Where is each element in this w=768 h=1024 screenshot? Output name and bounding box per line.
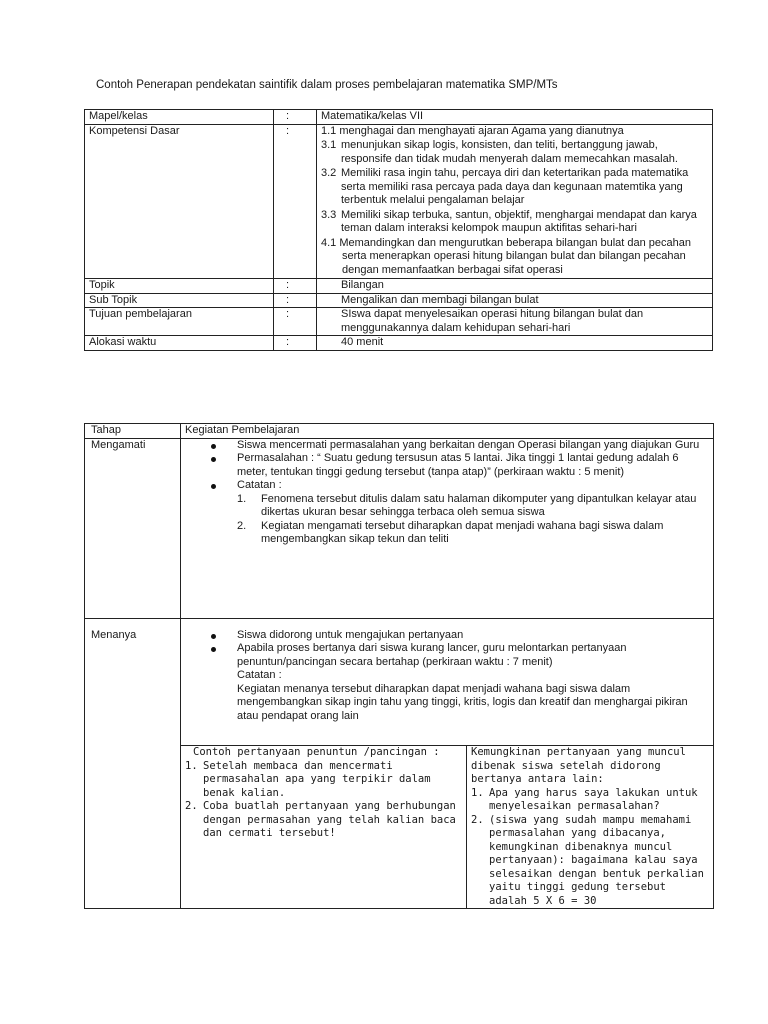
document-title: Contoh Penerapan pendekatan saintifik dalam proses pembelajaran matematika SMP/MTs bbox=[96, 79, 558, 91]
example-questions-head: Contoh pertanyaan penuntun /pancingan : bbox=[193, 746, 440, 758]
catatan-label: Catatan : bbox=[237, 669, 282, 681]
table-row bbox=[85, 424, 714, 439]
menanya-content bbox=[181, 618, 714, 909]
list-item: 1. Fenomena tersebut ditulis dalam satu halaman dikomputer yang dipantulkan kelayar atau dikertas ukuran besar sehingga terbaca oleh semua siswa bbox=[237, 492, 697, 518]
list-item: 1. Apa yang harus saya lakukan untuk menyelesaikan permasalahan? bbox=[471, 786, 698, 812]
list-item: 3.1 menunjukan sikap logis, konsisten, dan teliti, bertanggung jawab, responsife dan tidak mudah menyerah dalam memecahkan masalah. bbox=[321, 139, 678, 165]
menanya-label: Menanya bbox=[85, 618, 181, 909]
list-item: 1. Setelah membaca dan mencermati permasahalan apa yang terpikir dalam benak kalian. bbox=[185, 759, 431, 799]
colon: : bbox=[274, 308, 317, 336]
list-item: 2. Coba buatlah pertanyaan yang berhubungan dengan permasahan yang telah kalian baca dan cermati tersebut! bbox=[185, 800, 456, 839]
mengamati-content bbox=[181, 438, 714, 618]
mengamati-label: Mengamati bbox=[85, 438, 181, 618]
mapel-label: Mapel/kelas bbox=[85, 110, 274, 125]
table-row bbox=[85, 438, 714, 618]
tujuan-value: SIswa dapat menyelesaikan operasi hitung bilangan bulat dan menggunakannya dalam kehidupan sehari-hari bbox=[317, 308, 713, 336]
head-tahap: Tahap bbox=[85, 424, 181, 439]
list-item: 3.2 Memiliki rasa ingin tahu, percaya diri dan ketertarikan pada matematika serta memiliki rasa percaya pada daya dan kegunaan matemtika yang terbentuk melalui pengalaman belajar bbox=[321, 167, 689, 206]
list-item: Catatan : bbox=[185, 479, 709, 493]
colon: : bbox=[274, 110, 317, 125]
example-questions bbox=[181, 746, 467, 909]
colon: : bbox=[274, 279, 317, 294]
table-row bbox=[85, 110, 713, 125]
alokasi-label: Alokasi waktu bbox=[85, 336, 274, 351]
mapel-value: Matematika/kelas VII bbox=[317, 110, 713, 125]
bullet-icon bbox=[211, 647, 216, 652]
kd-list bbox=[317, 124, 713, 279]
list-item: Siswa mencermati permasalahan yang berkaitan dengan Operasi bilangan yang diajukan Guru bbox=[185, 439, 709, 453]
possible-questions-head: Kemungkinan pertanyaan yang muncul dibenak siswa setelah didorong bertanya antara lain: bbox=[471, 746, 686, 785]
tujuan-label: Tujuan pembelajaran bbox=[85, 308, 274, 336]
list-item: Apabila proses bertanya dari siswa kurang lancer, guru melontarkan pertanyaan penuntun/pancingan secara bertahap (perkiraan waktu : 7 menit) bbox=[185, 642, 709, 669]
subtopik-label: Sub Topik bbox=[85, 293, 274, 308]
kd-label: Kompetensi Dasar bbox=[85, 124, 274, 279]
info-table bbox=[84, 109, 713, 351]
subtopik-value: Mengalikan dan membagi bilangan bulat bbox=[317, 293, 713, 308]
list-item: Permasalahan : “ Suatu gedung tersusun atas 5 lantai. Jika tinggi 1 lantai gedung adalah 6 meter, tentukan tinggi gedung tersebut (tanpa atap)” (perkiraan waktu : 5 menit) bbox=[185, 452, 709, 479]
bullet-icon bbox=[211, 634, 216, 639]
table-row bbox=[85, 308, 713, 336]
possible-questions bbox=[467, 746, 714, 909]
catatan-text: Kegiatan menanya tersebut diharapkan dapat menjadi wahana bagi siswa dalam mengembangkan sikap ingin tahu yang tinggi, kritis, logis dan kreatif dan menghargai pikiran atau pendapat orang lain bbox=[237, 682, 688, 722]
table-row bbox=[181, 746, 713, 909]
colon: : bbox=[274, 124, 317, 279]
alokasi-value: 40 menit bbox=[317, 336, 713, 351]
colon: : bbox=[274, 293, 317, 308]
activity-table bbox=[84, 423, 714, 909]
bullet-icon bbox=[211, 444, 216, 449]
bullet-icon bbox=[211, 457, 216, 462]
table-row bbox=[85, 293, 713, 308]
list-item: 2. (siswa yang sudah mampu memahami permasalahan yang dibacanya, kemungkinan dibenaknya muncul pertanyaan): bagaimana kalau saya selesaikan dengan bentuk perkalian yaitu tinggi gedung tersebut adalah 5 X 6 = 30 bbox=[471, 813, 704, 907]
colon: : bbox=[274, 336, 317, 351]
table-row bbox=[85, 279, 713, 294]
list-item: 3.3 Memiliki sikap terbuka, santun, objektif, menghargai mendapat dan karya teman dalam interaksi kelompok maupun aktifitas sehari-hari bbox=[321, 208, 697, 234]
topik-value: Bilangan bbox=[317, 279, 713, 294]
head-kegiatan: Kegiatan Pembelajaran bbox=[181, 424, 714, 439]
list-item: Siswa didorong untuk mengajukan pertanyaan bbox=[185, 629, 709, 643]
table-row bbox=[85, 336, 713, 351]
question-table bbox=[181, 745, 713, 908]
list-item: 2. Kegiatan mengamati tersebut diharapkan dapat menjadi wahana bagi siswa dalam mengembangkan sikap tekun dan teliti bbox=[237, 519, 664, 545]
list-item: 1.1 menghagai dan menghayati ajaran Agama yang dianutnya bbox=[321, 124, 624, 137]
bullet-icon bbox=[211, 484, 216, 489]
list-item: 4.1 Memandingkan dan mengurutkan beberapa bilangan bulat dan pecahan serta menerapkan operasi hitung bilangan bulat dan bilangan pecahan dengan memanfaatkan berbagai sifat operasi bbox=[321, 236, 692, 276]
table-row bbox=[85, 124, 713, 279]
topik-label: Topik bbox=[85, 279, 274, 294]
table-row bbox=[85, 618, 714, 909]
